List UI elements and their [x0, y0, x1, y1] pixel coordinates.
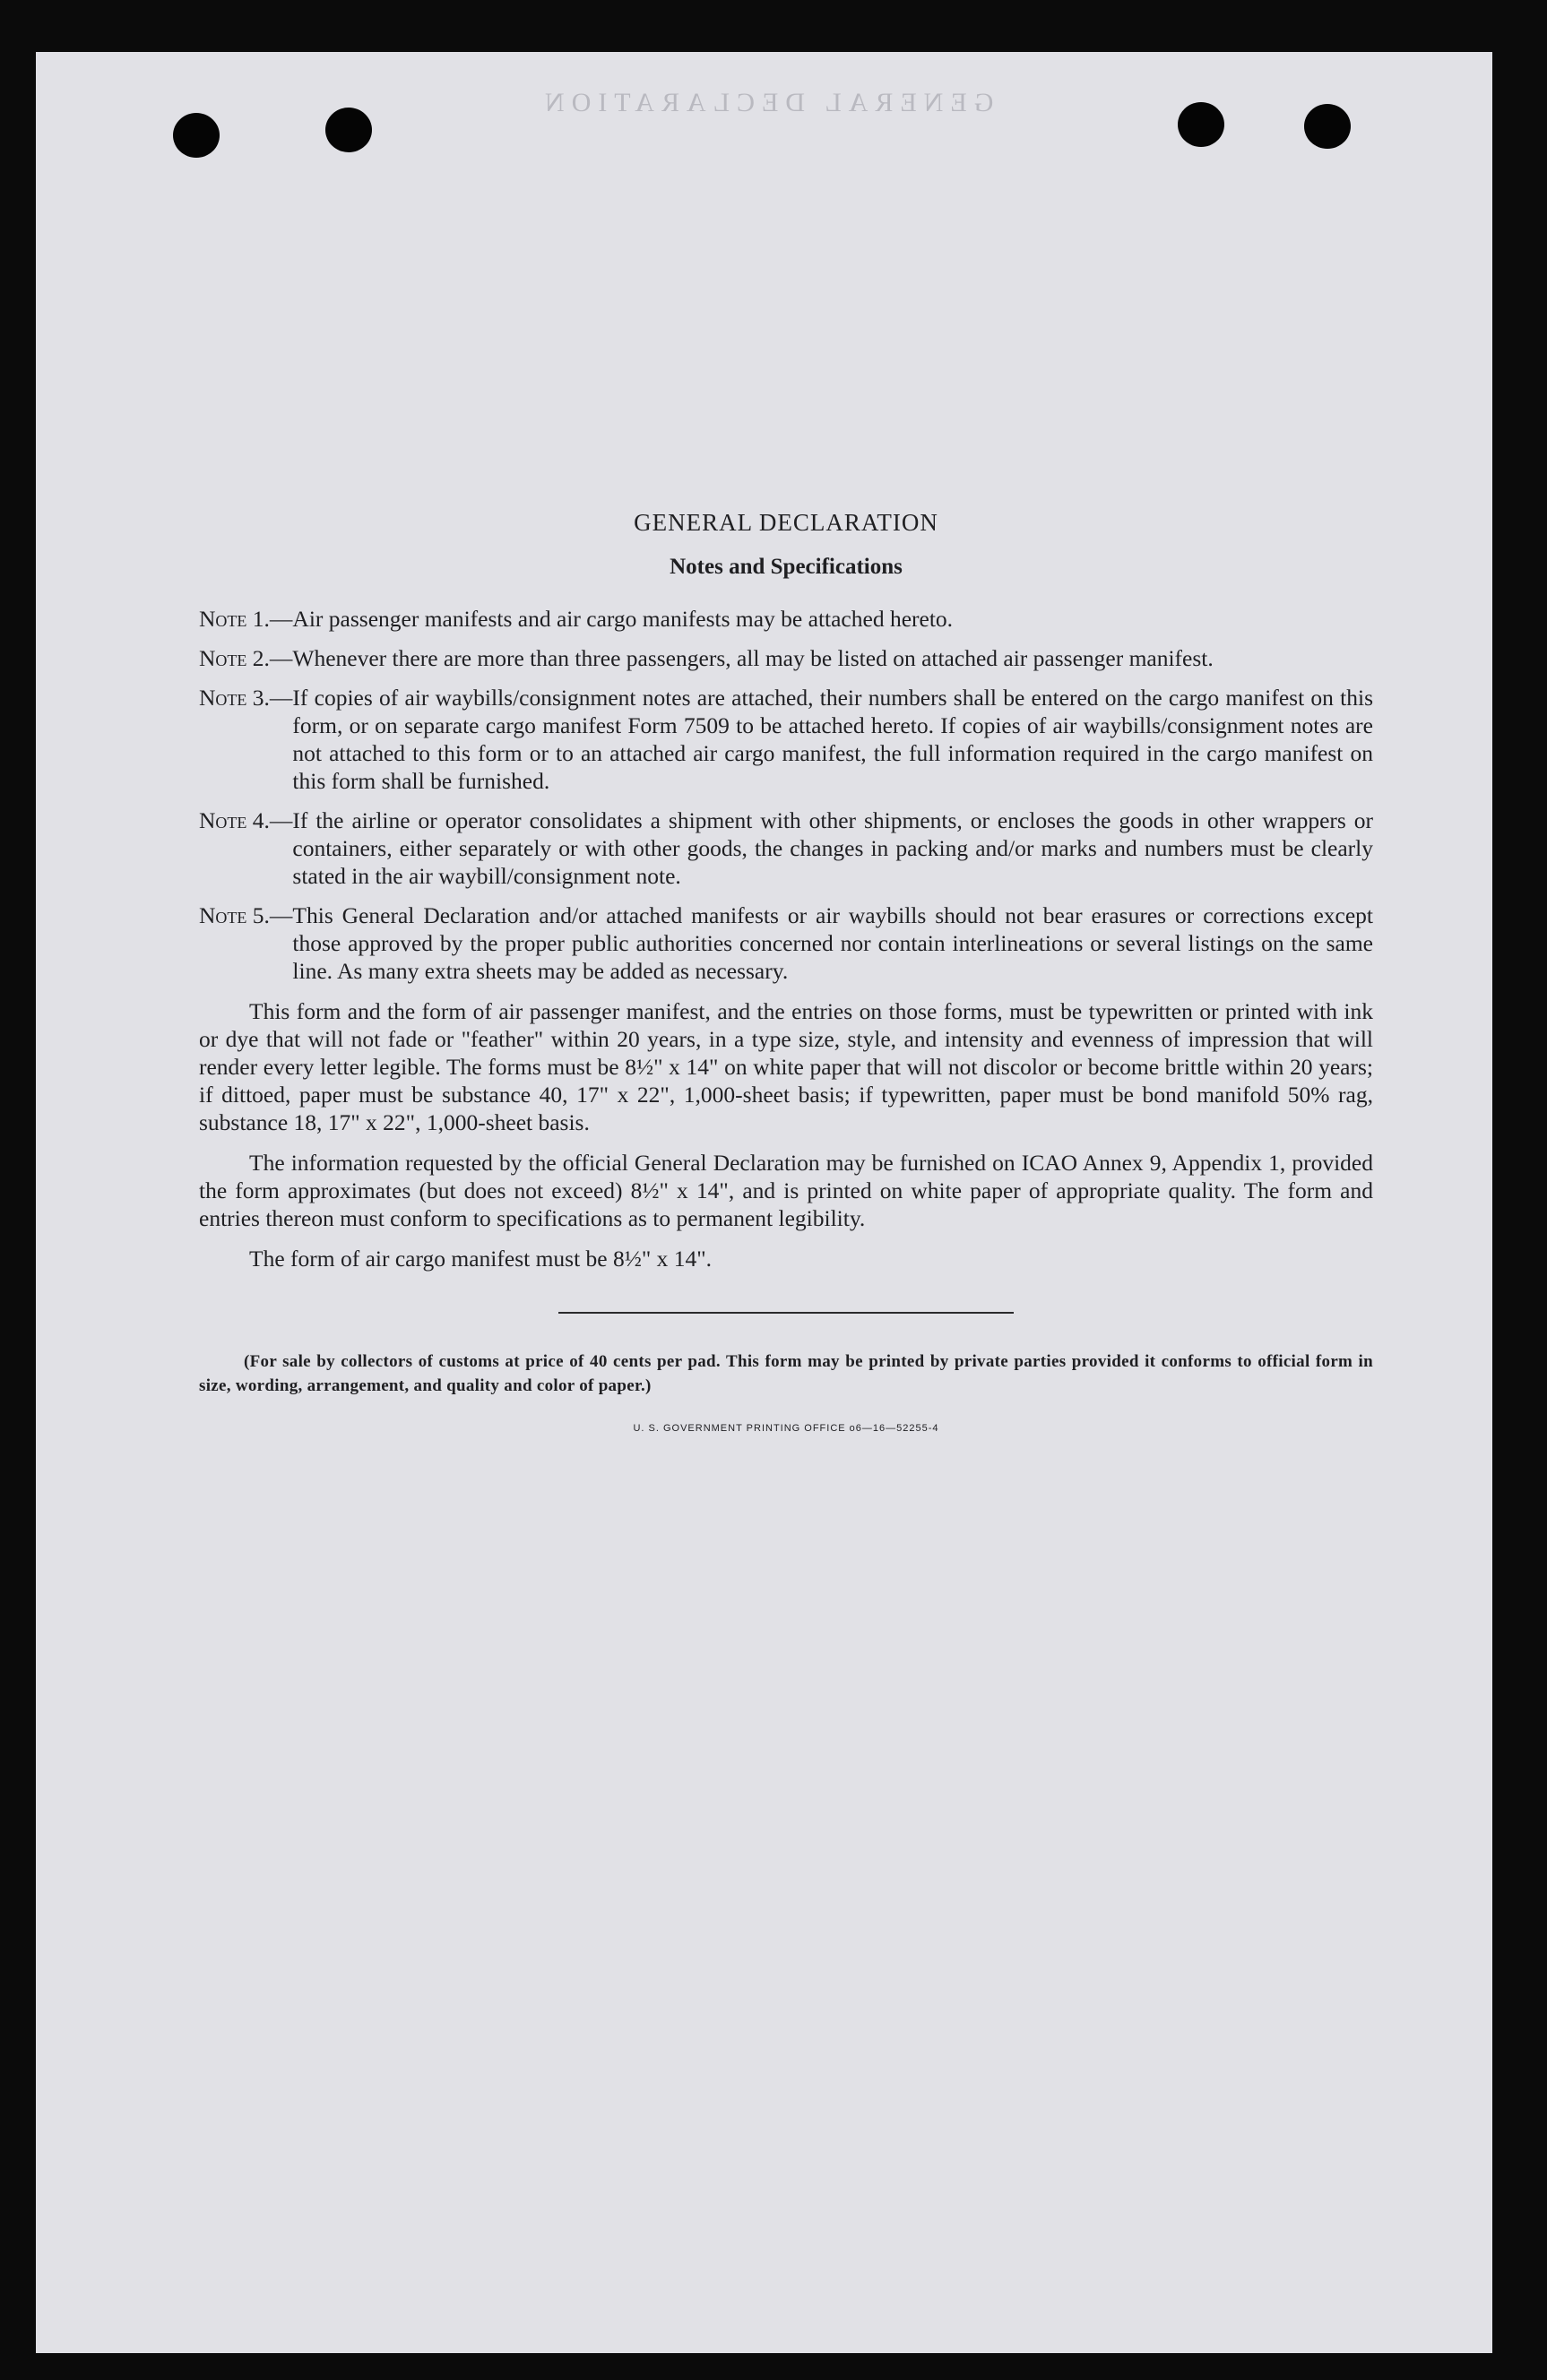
document-title: GENERAL DECLARATION [634, 509, 938, 536]
note-4 [199, 806, 1373, 890]
note-text: This General Declaration and/or attached manifests or air waybills should not bear erasures or corrections except those approved by the proper public authorities concerned nor contain interlineations or several listings on the same line. As many extra sheets may be added as necessary. [292, 902, 1373, 984]
punch-hole-right-2 [1304, 104, 1351, 149]
note-3 [199, 684, 1373, 795]
paragraph-cargo-size: The form of air cargo manifest must be 8½" x 14". [249, 1246, 713, 1272]
note-label: Note 4.— [199, 807, 293, 833]
punch-hole-left-1 [173, 113, 220, 158]
paragraph-legibility: This form and the form of air passenger manifest, and the entries on those forms, must be typewritten or printed with ink or dye that will not fade or "feather" within 20 years, in a type size, style, and intensity and evenness of impression that will render every letter legible. The forms must be 8½" x 14" on white paper that will not discolor or become brittle within 20 years; if dittoed, paper must be substance 40, 17" x 22", 1,000-sheet basis; if typewritten, paper must be bond manifold 50% rag, substance 18, 17" x 22", 1,000-sheet basis. [199, 998, 1373, 1135]
divider-rule [558, 1312, 1014, 1314]
sale-notice: (For sale by collectors of customs at price of 40 cents per pad. This form may be printed by private parties provided it conforms to official form in size, wording, arrangement, and quality and color of paper.) [199, 1352, 1373, 1395]
note-text: If copies of air waybills/consignment notes are attached, their numbers shall be entered on the cargo manifest on this form, or on separate cargo manifest Form 7509 to be attached hereto. If copies of air waybills/consignment notes are not attached to this form or to an attached air cargo manifest, the full information required in the cargo manifest on this form shall be furnished. [292, 685, 1373, 794]
note-2 [199, 644, 1373, 672]
note-text: If the airline or operator consolidates a shipment with other shipments, or encloses the goods in other wrappers or containers, either separately or with other goods, the changes in packing and/or marks and numbers must be clearly stated in the air waybill/consignment note. [292, 807, 1373, 889]
note-label: Note 2.— [199, 645, 293, 671]
punch-hole-right-1 [1178, 102, 1224, 147]
note-label: Note 1.— [199, 606, 293, 632]
note-5 [199, 901, 1373, 985]
document-subtitle: Notes and Specifications [670, 555, 903, 579]
paper-sheet [36, 52, 1492, 2353]
note-label: Note 5.— [199, 902, 293, 928]
printer-imprint: U. S. GOVERNMENT PRINTING OFFICE o6—16—52255-4 [633, 1423, 939, 1434]
paragraph-icao: The information requested by the official General Declaration may be furnished on ICAO Annex 9, Appendix 1, provided the form approximates (but does not exceed) 8½" x 14", and is printed on white paper of appropriate quality. The form and entries thereon must conform to specifications as to permanent legibility. [199, 1150, 1373, 1231]
note-label: Note 3.— [199, 685, 293, 711]
note-1 [199, 605, 1373, 633]
bleed-through-heading: GENERAL DECLARATION [538, 88, 994, 117]
punch-hole-left-2 [325, 108, 372, 152]
notes-list [199, 605, 1373, 985]
note-text: Air passenger manifests and air cargo manifests may be attached hereto. [292, 606, 954, 632]
note-text: Whenever there are more than three passengers, all may be listed on attached air passenger manifest. [292, 645, 1214, 671]
document-body [199, 509, 1373, 1434]
